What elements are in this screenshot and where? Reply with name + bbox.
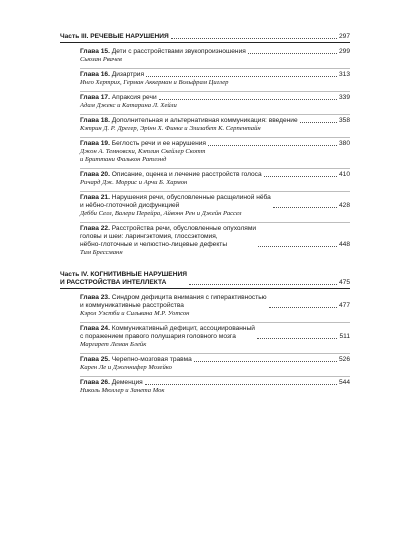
chapter-label: Глава 21. xyxy=(80,194,110,201)
chapter-title: Беглость речи и ее нарушения xyxy=(111,140,206,147)
chapter-entry xyxy=(80,46,350,69)
chapter-title: Дизартрия xyxy=(111,71,145,78)
chapter-entry xyxy=(80,92,350,115)
dot-leader xyxy=(171,38,337,39)
chapter-title: Синдром дефицита внимания с гиперактивностью и коммуникативные расстройства xyxy=(80,294,267,309)
part-page-number: 475 xyxy=(338,279,350,286)
dot-leader xyxy=(194,361,337,362)
chapter-entry xyxy=(80,292,350,323)
toc-part xyxy=(60,33,350,261)
chapter-authors: Сьюзан Рвачев xyxy=(80,56,122,63)
chapter-authors: Джон А. Темновски, Кэтлин Скейлер Скотт и Бриттани Фалькон Ратлэнд xyxy=(80,148,206,163)
part-divider xyxy=(60,42,350,43)
chapter-label: Глава 25. xyxy=(80,356,110,363)
part-title: Часть III. РЕЧЕВЫЕ НАРУШЕНИЯ xyxy=(60,33,169,40)
chapter-entry xyxy=(80,354,350,377)
part-heading xyxy=(60,271,350,288)
chapter-authors: Кэрол Уэстби и Сильвана М.Р. Уотсон xyxy=(80,310,190,317)
chapter-authors: Ричард Дж. Моррис и Арчи Б. Хармон xyxy=(80,179,188,186)
chapter-label: Глава 16. xyxy=(80,71,110,78)
dot-leader xyxy=(264,176,337,177)
chapter-page-number: 511 xyxy=(339,333,350,340)
chapter-title: Дополнительная и альтернативная коммуникация: введение xyxy=(111,117,298,124)
chapter-label: Глава 15. xyxy=(80,48,110,55)
dot-leader xyxy=(300,122,337,123)
chapter-page-number: 380 xyxy=(338,140,350,147)
chapter-page-number: 448 xyxy=(338,241,350,248)
toc-part xyxy=(60,271,350,399)
chapter-label: Глава 26. xyxy=(80,379,110,386)
chapter-authors: Маргарет Леман Блейк xyxy=(80,341,147,348)
chapter-title: Нарушения речи, обусловленные расщелиной нёба и нёбно-глоточной дисфункцией xyxy=(80,194,271,209)
dot-leader xyxy=(273,207,337,208)
chapter-label: Глава 17. xyxy=(80,94,110,101)
chapter-label: Глава 20. xyxy=(80,171,110,178)
chapter-entry xyxy=(80,69,350,92)
dot-leader xyxy=(208,145,337,146)
chapter-authors: Тим Брессманн xyxy=(80,249,123,256)
chapter-page-number: 526 xyxy=(338,356,350,363)
chapter-label: Глава 22. xyxy=(80,225,110,232)
dot-leader xyxy=(257,338,337,339)
chapter-title: Апраксия речи xyxy=(111,94,157,101)
dot-leader xyxy=(258,246,337,247)
chapter-page-number: 299 xyxy=(338,48,350,55)
chapter-title: Расстройства речи, обусловленные опухолями головы и шеи: ларингэктомия, глоссэктомия, нёбно-глоточные и челюстно-лицевые дефекты xyxy=(80,225,257,248)
chapter-label: Глава 18. xyxy=(80,117,110,124)
part-page-number: 297 xyxy=(338,33,350,40)
chapter-entry xyxy=(80,223,350,261)
chapter-entry xyxy=(80,138,350,169)
chapter-page-number: 358 xyxy=(338,117,350,124)
chapter-page-number: 313 xyxy=(338,71,350,78)
part-heading xyxy=(60,33,350,42)
chapter-entry xyxy=(80,192,350,223)
chapter-entry xyxy=(80,169,350,192)
chapter-label: Глава 23. xyxy=(80,294,110,301)
chapter-authors: Карен Ле и Дженнифер Мозейко xyxy=(80,364,172,371)
chapter-authors: Дебби Селл, Валери Перейра, Айвонн Рен и Джейн Рассел xyxy=(80,210,242,217)
chapter-authors: Кэтрин Д. Р. Дрегер, Эрінн Х. Финке и Элизабет К. Серпентайн xyxy=(80,125,261,132)
chapter-title: Деменция xyxy=(111,379,143,386)
chapter-label: Глава 24. xyxy=(80,325,110,332)
chapter-title: Коммуникативный дефицит, ассоциированный с поражением правого полушария головного мозга xyxy=(80,325,255,340)
dot-leader xyxy=(248,53,337,54)
chapter-title: Дети с расстройствами звукопроизношения xyxy=(111,48,246,55)
chapter-entry xyxy=(80,323,350,354)
chapter-label: Глава 19. xyxy=(80,140,110,147)
chapter-authors: Инго Хертрих, Герман Аккерман и Вольфрам Циглер xyxy=(80,79,229,86)
chapter-page-number: 477 xyxy=(338,302,350,309)
part-divider xyxy=(60,288,350,289)
chapter-authors: Адам Джекс и Катарина Л. Хейли xyxy=(80,102,177,109)
dot-leader xyxy=(269,307,337,308)
dot-leader xyxy=(146,76,337,77)
chapter-page-number: 410 xyxy=(338,171,350,178)
dot-leader xyxy=(159,99,337,100)
chapter-page-number: 428 xyxy=(338,202,350,209)
dot-leader xyxy=(189,284,337,285)
chapter-page-number: 339 xyxy=(338,94,350,101)
chapter-title: Описание, оценка и лечение расстройств голоса xyxy=(111,171,262,178)
chapter-page-number: 544 xyxy=(338,379,350,386)
dot-leader xyxy=(145,384,337,385)
chapter-title: Черепно-мозговая травма xyxy=(111,356,192,363)
chapter-authors: Николь Мюллер и Занета Мок xyxy=(80,387,165,394)
chapter-entry xyxy=(80,377,350,399)
chapter-entry xyxy=(80,115,350,138)
part-title: Часть IV. КОГНИТИВНЫЕ НАРУШЕНИЯ И РАССТРОЙСТВА ИНТЕЛЛЕКТА xyxy=(60,271,187,286)
